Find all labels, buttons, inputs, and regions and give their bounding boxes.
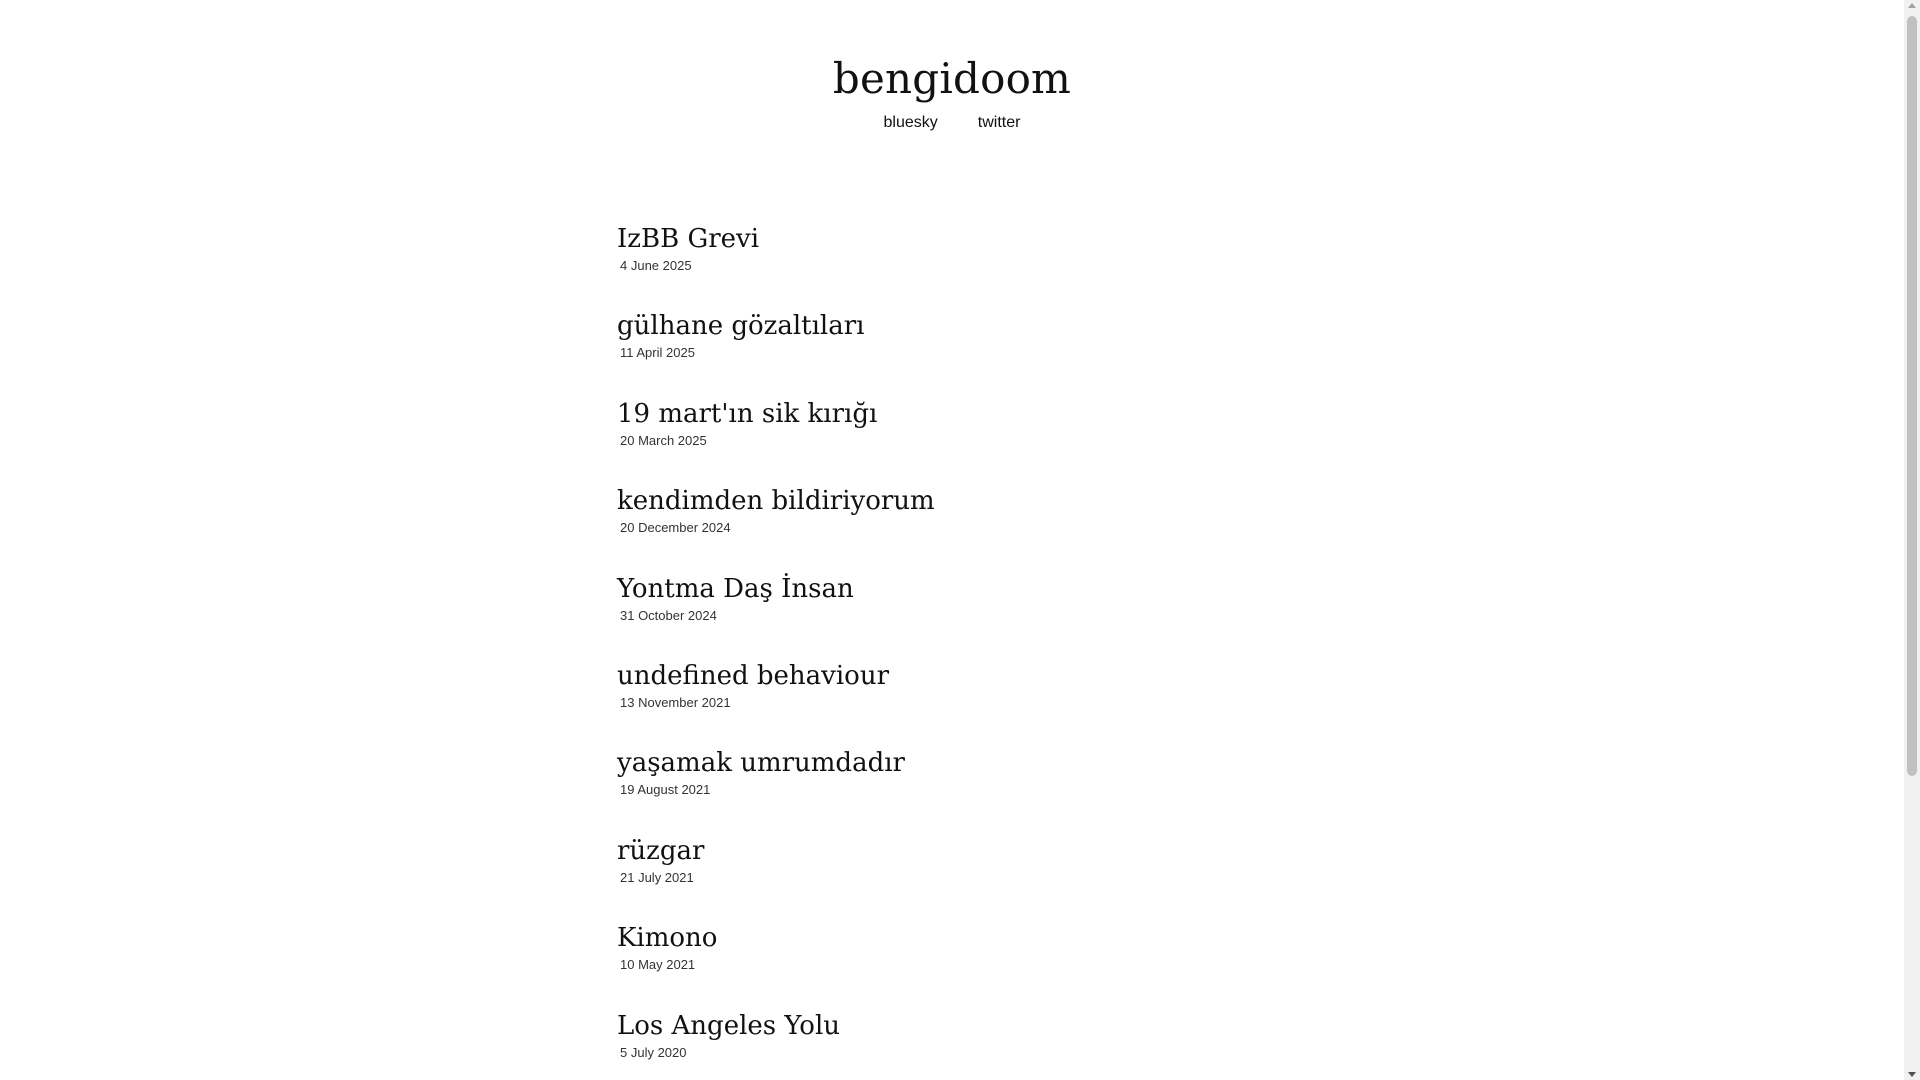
nav-link-twitter[interactable]: twitter [977,114,1021,131]
post-title-link[interactable]: Los Angeles Yolu [617,1010,841,1041]
post-item [617,658,1417,745]
post-title-link[interactable]: kendimden bildiriyorum [617,486,935,517]
post-date: 4 June 2025 [620,258,692,273]
post-item [617,1008,1417,1080]
post-date: 11 April 2025 [620,345,695,361]
scroll-down-arrow-icon[interactable] [1908,1072,1916,1077]
post-item [617,745,1417,832]
post-title-link[interactable]: Kimono [617,923,718,954]
post-date: 31 October 2024 [620,607,717,623]
scroll-up-arrow-icon[interactable] [1908,3,1916,8]
post-list [617,221,1417,1080]
nav-link-bluesky[interactable]: bluesky [883,114,938,131]
post-title-link[interactable]: 19 mart'ın sik kırığı [617,398,878,429]
post-item [617,396,1417,483]
post-item [617,308,1417,395]
post-title-link[interactable]: Yontma Daş İnsan [617,573,854,604]
scrollbar-thumb[interactable] [1907,16,1917,776]
post-date: 20 March 2025 [620,432,707,448]
post-item [617,571,1417,658]
post-title-link[interactable]: rüzgar [617,835,705,866]
post-date: 5 July 2020 [620,1044,687,1060]
post-item [617,920,1417,1007]
post-date: 13 November 2021 [620,694,731,710]
post-date: 19 August 2021 [620,782,711,798]
post-title-link[interactable]: undefined behaviour [617,660,890,691]
post-item [617,221,1417,308]
post-date: 21 July 2021 [620,869,694,885]
top-nav [0,113,1904,133]
post-item [617,833,1417,920]
site-title[interactable]: bengidoom [832,54,1072,103]
post-title-link[interactable]: gülhane gözaltıları [617,311,865,342]
post-date: 20 December 2024 [620,520,731,536]
post-title-link[interactable]: IzBB Grevi [617,224,760,254]
post-title-link[interactable]: yaşamak umrumdadır [617,748,905,779]
post-date: 10 May 2021 [620,957,696,973]
post-item [617,483,1417,570]
vertical-scrollbar[interactable] [1904,0,1920,1080]
